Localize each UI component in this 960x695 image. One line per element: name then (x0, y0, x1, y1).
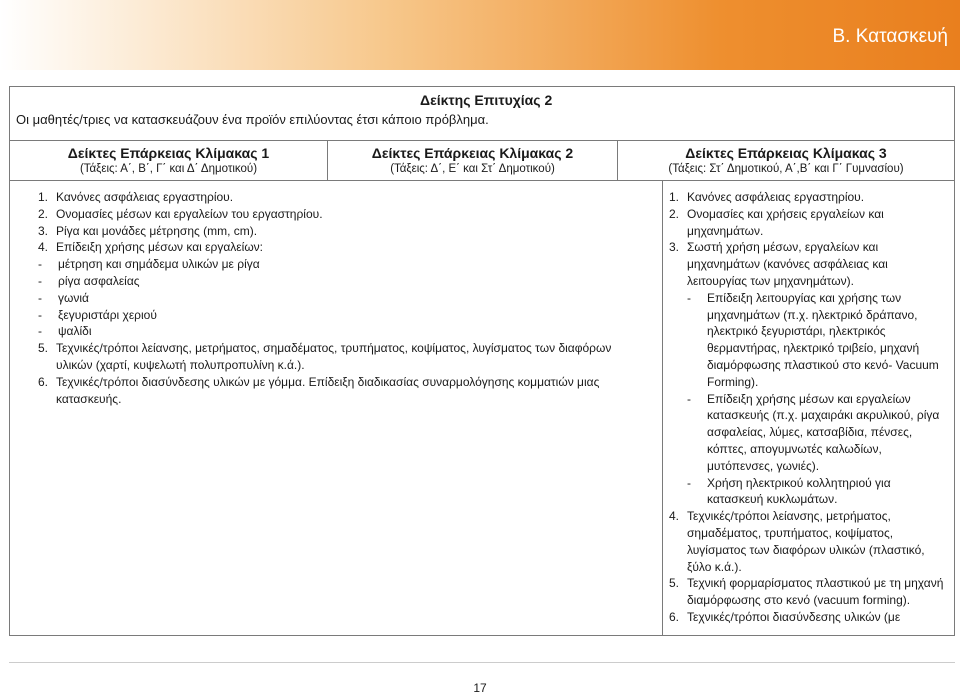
table-row-divider (9, 180, 955, 181)
section-title: Β. Κατασκευή (832, 26, 948, 47)
item-text: Κανόνες ασφάλειας εργαστηρίου. (56, 190, 234, 204)
item-number: 3. (38, 223, 49, 238)
item-number: 2. (669, 206, 680, 221)
level-3-header (618, 145, 954, 177)
dash-bullet: - (687, 290, 691, 305)
sub-list-item (669, 475, 947, 509)
item-text: Τεχνικές/τρόποι λείανσης, μετρήματος, σημαδέματος, τρυπήματος, κοψίματος, λυγίσματος των διαφόρων υλικών (χαρτί, κυψελωτή πολυπροπυλίνη κ.ά.). (56, 341, 612, 372)
level-2-title: Δείκτες Επάρκειας Κλίμακας 2 (371, 145, 574, 161)
level-1-title: Δείκτες Επάρκειας Κλίμακας 1 (67, 145, 270, 161)
sub-item-text: Επίδειξη χρήσης μέσων και εργαλείων κατασκευής (π.χ. μαχαιράκι ακρυλικού, ρίγα ασφαλείας, λύμες, κατσαβίδια, πένσες, κόπτες, απογυμνωτές καλωδίων, μυτόπενσες, γωνιές). (707, 391, 940, 473)
list-item (38, 239, 638, 256)
sub-list-item (669, 290, 947, 391)
list-item (38, 189, 638, 206)
list-item (38, 374, 638, 408)
item-number: 1. (669, 190, 680, 204)
item-text: Επίδειξη χρήσης μέσων και εργαλείων: (56, 240, 264, 255)
item-text: Κανόνες ασφάλειας εργαστηρίου. (687, 190, 865, 204)
item-text: Σωστή χρήση μέσων, εργαλείων και μηχανημάτων (κανόνες ασφάλειας και λειτουργίας των μηχανημάτων). (687, 240, 888, 288)
dash-bullet: - (38, 307, 42, 322)
sub-item-text: ρίγα ασφαλείας (58, 273, 140, 288)
list-item (38, 223, 638, 240)
item-number: 6. (669, 609, 680, 624)
list-item (669, 189, 947, 206)
sub-list-item (20, 307, 638, 324)
list-item (669, 239, 947, 289)
level-3-title: Δείκτες Επάρκειας Κλίμακας 3 (685, 145, 887, 161)
table-row-divider (9, 140, 955, 141)
list-item (669, 575, 947, 609)
sub-list-item (20, 323, 638, 340)
item-text: Ονομασίες και χρήσεις εργαλείων και μηχανημάτων. (687, 206, 884, 238)
dash-bullet: - (38, 273, 42, 288)
page-number: 17 (473, 681, 487, 695)
dash-bullet: - (687, 391, 691, 406)
level-1-list (38, 189, 638, 407)
sub-item-text: ξεγυριστάρι χεριού (58, 307, 157, 322)
item-text: Τεχνικές/τρόποι διασύνδεσης υλικών (με (687, 609, 901, 624)
level-1-grades: (Τάξεις: Α΄, Β΄, Γ΄ και Δ΄ Δημοτικού) (79, 163, 258, 175)
level-3-content (669, 189, 947, 626)
list-item (669, 609, 947, 626)
item-number: 5. (38, 341, 49, 356)
list-item (38, 340, 638, 374)
item-text: Ονομασίες μέσων και εργαλείων του εργαστηρίου. (56, 206, 323, 221)
level-1-content (38, 189, 638, 407)
list-item (669, 508, 947, 575)
table-column-divider (662, 180, 663, 636)
sub-item-text: γωνιά (58, 290, 89, 305)
item-text: Ρίγα και μονάδες μέτρησης (mm, cm). (56, 223, 258, 238)
sub-item-text: Χρήση ηλεκτρικού κολλητηριού για κατασκευή κυκλωμάτων. (707, 475, 891, 507)
level-3-list (669, 189, 947, 626)
section-banner (0, 0, 960, 70)
item-number: 1. (38, 190, 49, 204)
level-2-header (328, 145, 617, 177)
level-2-grades: (Τάξεις: Δ΄, Ε΄ και Στ΄ Δημοτικού) (390, 163, 555, 175)
sub-item-text: μέτρηση και σημάδεμα υλικών με ρίγα (58, 257, 260, 272)
sub-item-text: Επίδειξη λειτουργίας και χρήσης των μηχανημάτων (π.χ. ηλεκτρικό δράπανο, ηλεκτρικό ξεγυριστάρι, ηλεκτρικός θερμαντήρας, ηλεκτρικό τριβείο, μηχανή διαμόρφωσης πλαστικού στο κενό- Vacuum Forming). (707, 290, 939, 389)
sub-list-item (20, 256, 638, 273)
list-item (38, 206, 638, 223)
item-text: Τεχνικές/τρόποι διασύνδεσης υλικών με γόμμα. Επίδειξη διαδικασίας συναρμολόγησης κομματιών μιας κατασκευής. (56, 374, 600, 406)
item-number: 2. (38, 206, 49, 221)
sub-list-item (20, 273, 638, 290)
dash-bullet: - (687, 475, 691, 490)
footer-divider (9, 662, 955, 663)
item-number: 4. (38, 240, 49, 255)
success-indicator-title: Δείκτης Επιτυχίας 2 (420, 92, 553, 108)
item-text: Τεχνικές/τρόποι λείανσης, μετρήματος, σημαδέματος, τρυπήματος, κοψίματος, λυγίσματος των διαφόρων υλικών (πλαστικό, ξύλο κ.ά.). (687, 509, 925, 574)
sub-list-item (669, 391, 947, 475)
list-item (669, 206, 947, 240)
success-indicator-description: Οι μαθητές/τριες να κατασκευάζουν ένα προϊόν επιλύοντας έτσι κάποιο πρόβλημα. (16, 112, 489, 127)
level-3-grades: (Τάξεις: Στ΄ Δημοτικού, Α΄,Β΄ και Γ΄ Γυμνασίου) (668, 163, 904, 175)
level-1-header (10, 145, 327, 177)
dash-bullet: - (38, 324, 42, 339)
sub-list-item (20, 290, 638, 307)
item-text: Τεχνική φορμαρίσματος πλαστικού με τη μηχανή διαμόρφωσης στο κενό (vacuum forming). (687, 576, 944, 608)
sub-item-text: ψαλίδι (58, 324, 92, 339)
dash-bullet: - (38, 290, 42, 305)
item-number: 6. (38, 374, 49, 389)
item-number: 3. (669, 240, 680, 255)
item-number: 4. (669, 509, 680, 524)
item-number: 5. (669, 576, 680, 591)
dash-bullet: - (38, 257, 42, 272)
